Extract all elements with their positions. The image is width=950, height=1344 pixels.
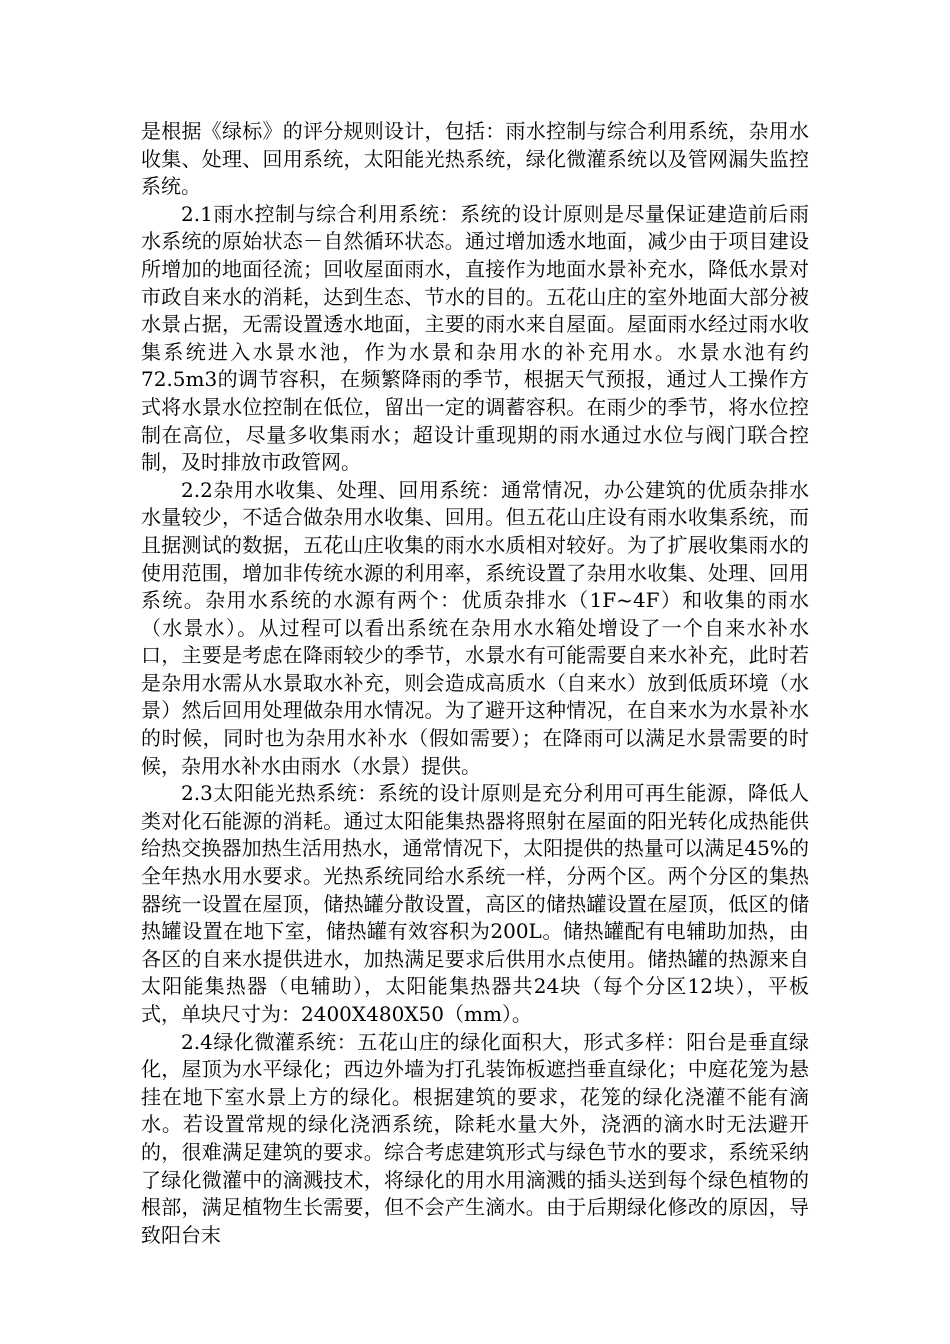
paragraph-greywater-system: 2.2杂用水收集、处理、回用系统：通常情况，办公建筑的优质杂排水水量较少，不适合做杂用水收集、回用。但五花山庄设有雨水收集系统，而且据测试的数据，五花山庄收集的雨水水质相对较好。为了扩展收集雨水的使用范围，增加非传统水源的利用率，系统设置了杂用水收集、处理、回用系统。杂用水系统的水源有两个：优质杂排水（1F~4F）和收集的雨水（水景水）。从过程可以看出系统在杂用水水箱处增设了一个自来水补水口，主要是考虑在降雨较少的季节，水景水有可能需要自来水补充，此时若是杂用水需从水景取水补充，则会造成高质水（自来水）放到低质环境（水景）然后回用处理做杂用水情况。为了避开这种情况，在自来水为水景补水的时候，同时也为杂用水补水（假如需要）；在降雨可以满足水景需要的时候，杂用水补水由雨水（水景）提供。 [141, 477, 809, 778]
paragraph-solar-thermal-system: 2.3太阳能光热系统：系统的设计原则是充分利用可再生能源，降低人类对化石能源的消耗。通过太阳能集热器将照射在屋面的阳光转化成热能供给热交换器加热生活用热水，通常情况下，太阳提供的热量可以满足45%的全年热水用水要求。光热系统同给水系统一样，分两个区。两个分区的集热器统一设置在屋顶，储热罐分散设置，高区的储热罐设置在屋顶，低区的储热罐设置在地下室，储热罐有效容积为200L。储热罐配有电辅助加热，由各区的自来水提供进水，加热满足要求后供用水点使用。储热罐的热源来自太阳能集热器（电辅助），太阳能集热器共24块（每个分区12块），平板式，单块尺寸为：2400X480X50（mm）。 [141, 781, 809, 1026]
paragraph-rainwater-system: 2.1雨水控制与综合利用系统：系统的设计原则是尽量保证建造前后雨水系统的原始状态－自然循环状态。通过增加透水地面，减少由于项目建设所增加的地面径流；回收屋面雨水，直接作为地面水景补充水，降低水景对市政自来水的消耗，达到生态、节水的目的。五花山庄的室外地面大部分被水景占据，无需设置透水地面，主要的雨水来自屋面。屋面雨水经过雨水收集系统进入水景水池，作为水景和杂用水的补充用水。水景水池有约72.5m3的调节容积，在频繁降雨的季节，根据天气预报，通过人工操作方式将水景水位控制在低位，留出一定的调蓄容积。在雨少的季节，将水位控制在高位，尽量多收集雨水；超设计重现期的雨水通过水位与阀门联合控制，及时排放市政管网。 [141, 201, 809, 475]
paragraph-intro-continuation: 是根据《绿标》的评分规则设计，包括：雨水控制与综合利用系统，杂用水收集、处理、回用系统，太阳能光热系统，绿化微灌系统以及管网漏失监控系统。 [141, 119, 809, 199]
document-page [141, 118, 809, 1249]
paragraph-micro-irrigation-system: 2.4绿化微灌系统：五花山庄的绿化面积大，形式多样：阳台是垂直绿化，屋顶为水平绿化；西边外墙为打孔装饰板遮挡垂直绿化；中庭花笼为悬挂在地下室水景上方的绿化。根据建筑的要求，花笼的绿化浇灌不能有滴水。若设置常规的绿化浇洒系统，除耗水量大外，浇洒的滴水时无法避开的，很难满足建筑的要求。综合考虑建筑形式与绿色节水的要求，系统采纳了绿化微灌中的滴溅技术，将绿化的用水用滴溅的插头送到每个绿色植物的根部，满足植物生长需要，但不会产生滴水。由于后期绿化修改的原因，导致阳台末 [141, 1029, 809, 1247]
